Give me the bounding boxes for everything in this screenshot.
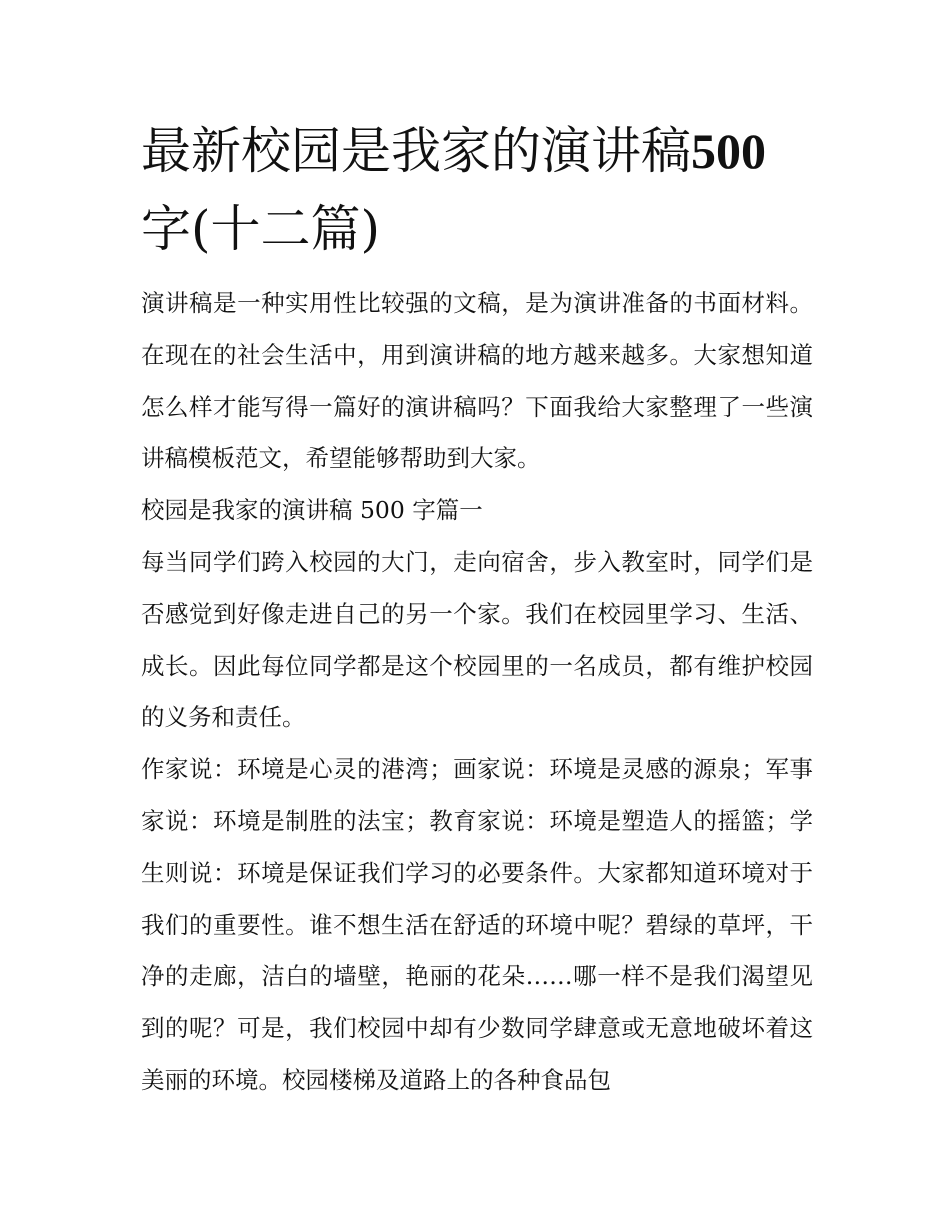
document-title (141, 112, 813, 268)
document-page (141, 112, 813, 1107)
document-body (141, 278, 813, 1107)
intro-paragraph: 演讲稿是一种实用性比较强的文稿，是为演讲准备的书面材料。在现在的社会生活中，用到演讲稿的地方越来越多。大家想知道怎么样才能写得一篇好的演讲稿吗？下面我给大家整理了一些演讲稿模板范文，希望能够帮助到大家。 (141, 289, 813, 473)
body-paragraph: 每当同学们跨入校园的大门，走向宿舍，步入教室时，同学们是否感觉到好像走进自己的另一个家。我们在校园里学习、生活、成长。因此每位同学都是这个校园里的一名成员，都有维护校园的义务和责任。 (141, 547, 813, 732)
body-paragraph: 作家说：环境是心灵的港湾；画家说：环境是灵感的源泉；军事家说：环境是制胜的法宝；教育家说：环境是塑造人的摇篮；学生则说：环境是保证我们学习的必要条件。大家都知道环境对于我们的重要性。谁不想生活在舒适的环境中呢？碧绿的草坪，干净的走廊，洁白的墙壁，艳丽的花朵……哪一样不是我们渴望见到的呢？可是，我们校园中却有少数同学肆意或无意地破坏着这美丽的环境。校园楼梯及道路上的各种食品包 (141, 755, 813, 1094)
section-heading: 校园是我家的演讲稿 500 字篇一 (141, 496, 483, 525)
title-number: 500 (691, 123, 766, 179)
title-prefix: 最新校园是我家的演讲稿 (141, 122, 691, 180)
title-suffix: 字(十二篇) (141, 200, 381, 258)
